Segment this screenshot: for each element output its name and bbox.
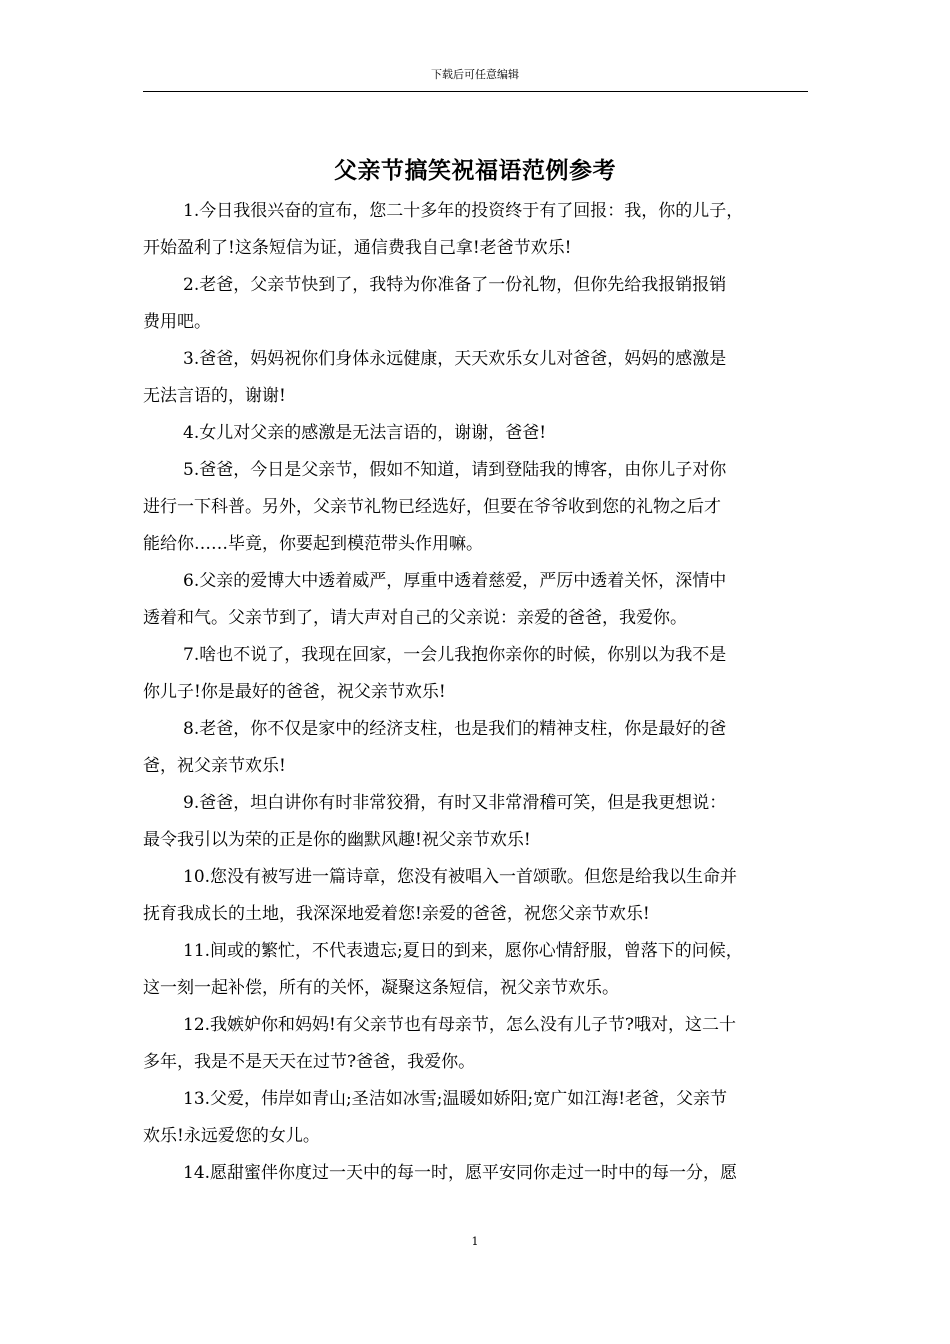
body-line-11: 6.父亲的爱博大中透着威严，厚重中透着慈爱，严厉中透着关怀，深情中 (183, 571, 727, 591)
page-number: 1 (471, 1235, 479, 1248)
body-line-10: 能给你……毕竟，你要起到模范带头作用嘛。 (143, 534, 483, 554)
body-line-1: 1.今日我很兴奋的宣布，您二十多年的投资终于有了回报：我，你的儿子， (183, 201, 744, 221)
body-line-4: 费用吧。 (143, 312, 211, 332)
body-line-23: 12.我嫉妒你和妈妈!有父亲节也有母亲节，怎么没有儿子节?哦对，这二十 (183, 1015, 736, 1035)
header-divider (143, 91, 808, 92)
body-line-21: 11.间或的繁忙，不代表遗忘;夏日的到来，愿你心情舒服，曾落下的问候， (183, 941, 743, 961)
body-line-15: 8.老爸，你不仅是家中的经济支柱，也是我们的精神支柱，你是最好的爸 (183, 719, 727, 739)
body-line-8: 5.爸爸，今日是父亲节，假如不知道，请到登陆我的博客，由你儿子对你 (183, 460, 727, 480)
body-line-26: 欢乐!永远爱您的女儿。 (143, 1126, 320, 1146)
body-line-2: 开始盈利了!这条短信为证，通信费我自己拿!老爸节欢乐! (143, 238, 572, 258)
body-line-14: 你儿子!你是最好的爸爸，祝父亲节欢乐! (143, 682, 446, 702)
body-line-24: 多年，我是不是天天在过节?爸爸，我爱你。 (143, 1052, 476, 1072)
body-line-16: 爸，祝父亲节欢乐! (143, 756, 286, 776)
body-line-5: 3.爸爸，妈妈祝你们身体永远健康，天天欢乐女儿对爸爸，妈妈的感激是 (183, 349, 727, 369)
body-line-3: 2.老爸，父亲节快到了，我特为你准备了一份礼物，但你先给我报销报销 (183, 275, 727, 295)
document-title: 父亲节搞笑祝福语范例参考 (334, 157, 616, 184)
body-line-27: 14.愿甜蜜伴你度过一天中的每一时，愿平安同你走过一时中的每一分，愿 (183, 1163, 738, 1183)
body-line-9: 进行一下科普。另外，父亲节礼物已经选好，但要在爷爷收到您的礼物之后才 (143, 497, 721, 517)
body-line-7: 4.女儿对父亲的感激是无法言语的，谢谢，爸爸! (183, 423, 547, 443)
body-line-17: 9.爸爸，坦白讲你有时非常狡猾，有时又非常滑稽可笑，但是我更想说： (183, 793, 727, 813)
body-line-18: 最令我引以为荣的正是你的幽默风趣!祝父亲节欢乐! (143, 830, 531, 850)
body-line-13: 7.啥也不说了，我现在回家，一会儿我抱你亲你的时候，你别以为我不是 (183, 645, 727, 665)
body-line-6: 无法言语的，谢谢! (143, 386, 286, 406)
body-line-20: 抚育我成长的土地，我深深地爱着您!亲爱的爸爸，祝您父亲节欢乐! (143, 904, 650, 924)
body-line-22: 这一刻一起补偿，所有的关怀，凝聚这条短信，祝父亲节欢乐。 (143, 978, 619, 998)
body-line-19: 10.您没有被写进一篇诗章，您没有被唱入一首颂歌。但您是给我以生命并 (183, 867, 738, 887)
document-body (143, 193, 808, 1192)
body-line-12: 透着和气。父亲节到了，请大声对自己的父亲说：亲爱的爸爸，我爱你。 (143, 608, 687, 628)
body-line-25: 13.父爱，伟岸如青山;圣洁如冰雪;温暖如娇阳;宽广如江海!老爸，父亲节 (183, 1089, 728, 1109)
header-note: 下载后可任意编辑 (431, 68, 519, 81)
